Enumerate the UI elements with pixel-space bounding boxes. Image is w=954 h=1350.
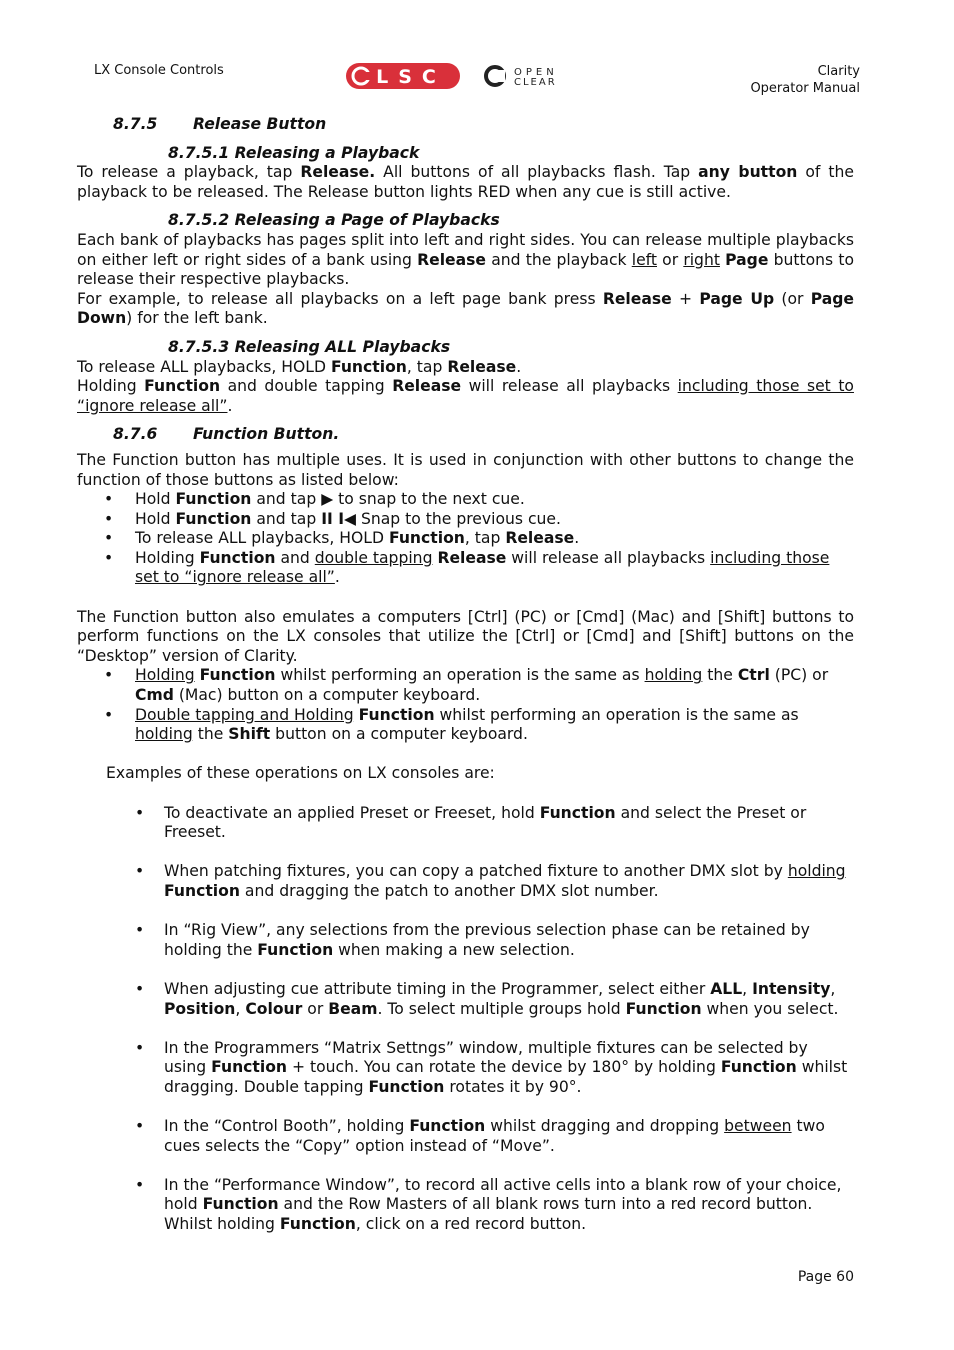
list-item: • Hold Function and tap ▶ to snap to the next cue. xyxy=(77,490,854,510)
header-product xyxy=(750,63,860,97)
subsection-heading-8-7-5-2: 8.7.5.2 Releasing a Page of Playbacks xyxy=(168,211,500,230)
paragraph-examples-intro: Examples of these operations on LX consoles are: xyxy=(106,764,495,783)
paragraph-release-page-example: For example, to release all playbacks on a left page bank press Release + Page Up (or Page Down) for the left bank. xyxy=(77,289,854,328)
list-item: • Holding Function and double tapping Release will release all playbacks including those set to “ignore release all”. xyxy=(77,549,854,588)
play-icon: ▶ xyxy=(321,490,334,509)
list-item: • Double tapping and Holding Function whilst performing an operation is the same as holding the Shift button on a computer keyboard. xyxy=(77,706,854,745)
paragraph-release-all: To release ALL playbacks, HOLD Function, tap Release. xyxy=(77,357,522,376)
list-item: • To release ALL playbacks, HOLD Function, tap Release. xyxy=(77,529,854,549)
list-item: • Hold Function and tap II I◀ Snap to the previous cue. xyxy=(77,510,854,530)
emulation-list xyxy=(77,666,854,744)
section-heading-8-7-6 xyxy=(113,425,854,445)
section-number: 8.7.6 xyxy=(113,425,158,444)
subsection-heading-8-7-5-3: 8.7.5.3 Releasing ALL Playbacks xyxy=(168,337,451,356)
section-title: Function Button. xyxy=(193,425,340,444)
header-manual-name: Operator Manual xyxy=(750,81,860,96)
list-item: • To deactivate an applied Preset or Freeset, hold Function and select the Preset or Freeset. xyxy=(77,804,854,843)
pause-back-icon: II I◀ xyxy=(321,509,357,528)
examples-list xyxy=(77,804,854,1235)
header-product-name: Clarity xyxy=(817,64,860,79)
open-clear-logo-text-bottom: CLEAR xyxy=(514,77,557,88)
lsc-logo-text: LSC xyxy=(376,66,446,88)
subsection-heading-8-7-5-1: 8.7.5.1 Releasing a Playback xyxy=(168,143,420,162)
paragraph-function-emulation: The Function button also emulates a computers [Ctrl] (PC) or [Cmd] (Mac) and [Shift] buttons to perform functions on the LX consoles that utilize the [Ctrl] or [Cmd] and [Shift] buttons on the “Desktop” version of Clarity. xyxy=(77,607,854,665)
list-item: • In the “Performance Window”, to record all active cells into a blank row of your choice, hold Function and the Row Masters of all blank rows turn into a red record button. Whilst holding Function, click on a red record button. xyxy=(77,1176,854,1235)
paragraph-function-intro: The Function button has multiple uses. It is used in conjunction with other buttons to change the function of those buttons as listed below: xyxy=(77,450,854,489)
paragraph-release-playback: To release a playback, tap Release. All buttons of all playbacks flash. Tap any button of the playback to be released. The Release button lights RED when any cue is still active. xyxy=(77,163,854,201)
open-clear-logo xyxy=(481,64,581,88)
lsc-logo xyxy=(345,62,461,90)
list-item: • In the “Control Booth”, holding Function whilst dragging and dropping between two cues selects the “Copy” option instead of “Move”. xyxy=(77,1117,854,1156)
section-heading-8-7-5 xyxy=(113,115,854,135)
list-item: • Holding Function whilst performing an operation is the same as holding the Ctrl (PC) or Cmd (Mac) button on a computer keyboard. xyxy=(77,666,854,705)
list-item: • In “Rig View”, any selections from the previous selection phase can be retained by holding the Function when making a new selection. xyxy=(77,921,854,960)
section-number: 8.7.5 xyxy=(113,115,158,133)
paragraph-release-page: Each bank of playbacks has pages split into left and right sides. You can release multiple playbacks on either left or right sides of a bank using Release and the playback left or right Page buttons to release their respective playbacks. xyxy=(77,230,854,289)
list-item: • When adjusting cue attribute timing in the Programmer, select either ALL, Intensity, Position, Colour or Beam. To select multiple groups hold Function when you select. xyxy=(77,980,854,1019)
header-section-title: LX Console Controls xyxy=(94,63,224,78)
section-title: Release Button xyxy=(193,115,327,133)
page-content xyxy=(77,113,854,1254)
function-uses-list xyxy=(77,490,854,588)
list-item: • In the Programmers “Matrix Settngs” window, multiple fixtures can be selected by using Function + touch. You can rotate the device by 180° by holding Function whilst dragging. Double tapping Function rotates it by 90°. xyxy=(77,1039,854,1098)
page-number: Page 60 xyxy=(797,1269,854,1285)
list-item: • When patching fixtures, you can copy a patched fixture to another DMX slot by holding Function and dragging the patch to another DMX slot number. xyxy=(77,862,854,901)
open-clear-logo-text-top: OPEN xyxy=(514,67,558,78)
paragraph-release-all-ignore: Holding Function and double tapping Release will release all playbacks including those set to “ignore release all”. xyxy=(77,377,854,415)
